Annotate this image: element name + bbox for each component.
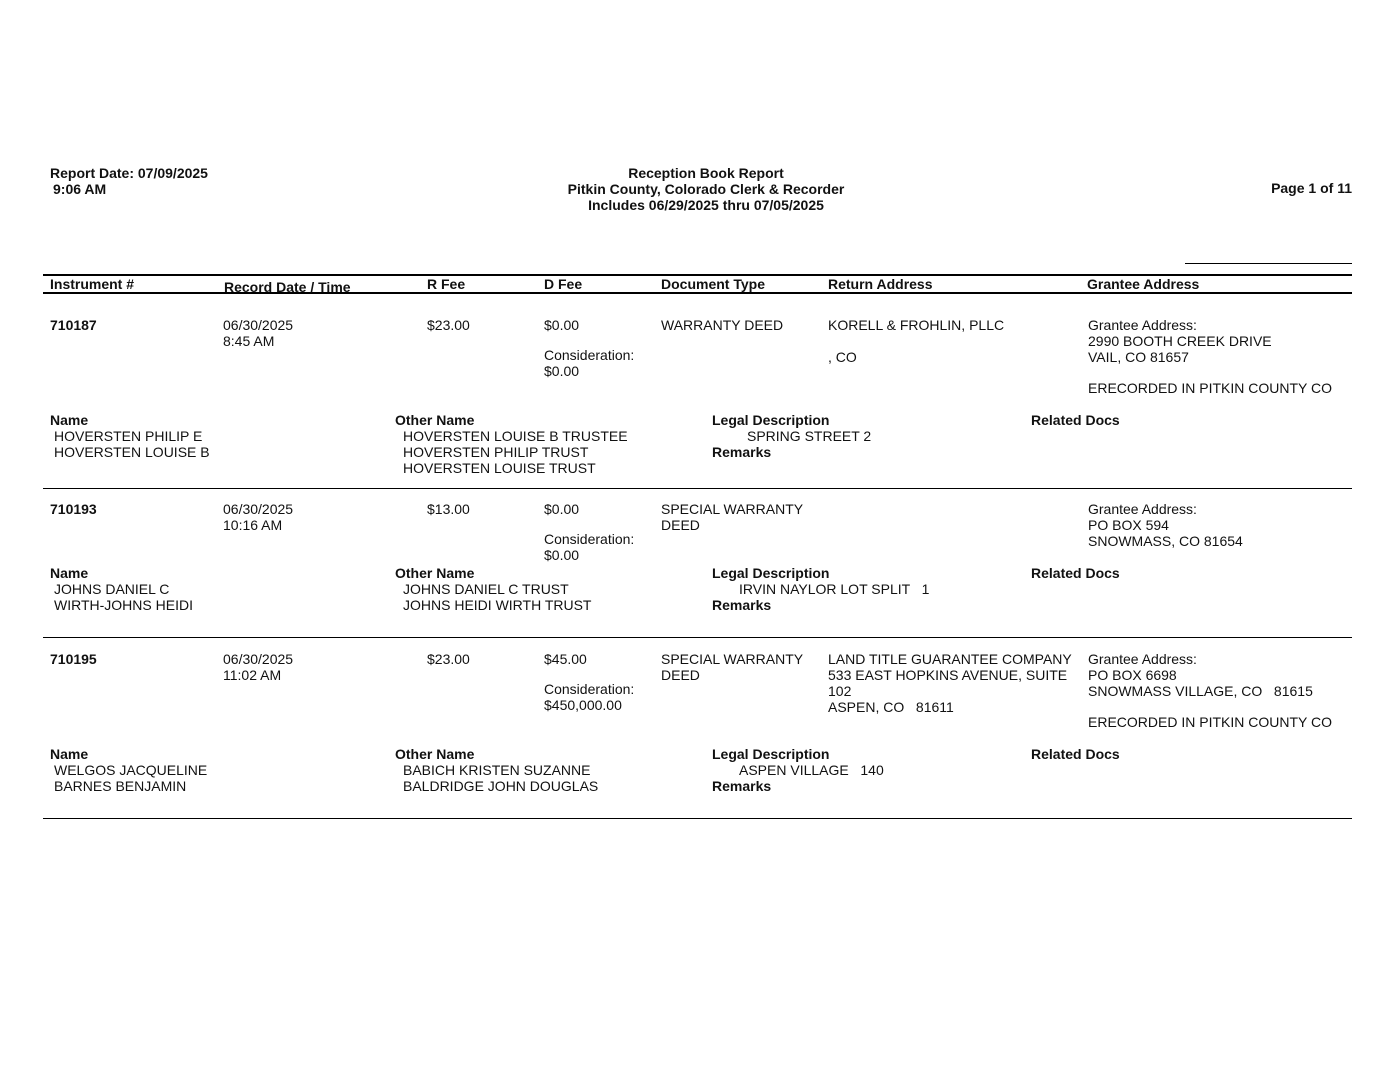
grantee-note: ERECORDED IN PITKIN COUNTY CO [1088,714,1332,730]
other-names-block [395,746,598,794]
legal-description-label: Legal Description [712,746,830,762]
name-value: WIRTH-JOHNS HEIDI [54,597,193,613]
grantee-address-line: 2990 BOOTH CREEK DRIVE [1088,333,1272,349]
consideration-value: $0.00 [544,363,580,379]
other-name-value: HOVERSTEN LOUISE B TRUSTEE [403,428,628,444]
grantee-address [1088,317,1332,396]
return-address-line: , CO [828,349,857,365]
record-divider [43,637,1352,638]
legal-description-label: Legal Description [712,565,830,581]
return-address [828,317,1004,365]
report-date: Report Date: 07/09/2025 [50,165,208,181]
col-return-address: Return Address [828,276,933,292]
consideration-label: Consideration: [544,681,635,697]
record-time: 11:02 AM [223,667,282,683]
name-value: WELGOS JACQUELINE [54,762,208,778]
record-datetime [223,651,293,683]
d-fee-block [544,651,634,713]
name-value: HOVERSTEN LOUISE B [54,444,210,460]
col-record-date: Record Date / Time [224,279,351,295]
legal-description-block [712,412,871,460]
return-address-line: LAND TITLE GUARANTEE COMPANY [828,651,1072,667]
r-fee: $23.00 [427,651,470,667]
col-d-fee: D Fee [544,276,583,292]
name-label: Name [50,412,89,428]
document-type-line: DEED [661,517,700,533]
other-names-block [395,412,628,476]
top-right-rule [1185,263,1352,264]
name-value: JOHNS DANIEL C [54,581,170,597]
col-instrument: Instrument # [50,276,135,292]
consideration-label: Consideration: [544,531,635,547]
name-value: BARNES BENJAMIN [54,778,187,794]
instrument-number: 710187 [50,317,97,333]
grantee-address-line: PO BOX 594 [1088,517,1169,533]
document-type-line: DEED [661,667,700,683]
grantee-address-label: Grantee Address: [1088,317,1197,333]
grantee-address-line: VAIL, CO 81657 [1088,349,1189,365]
consideration-value: $450,000.00 [544,697,622,713]
record-date: 06/30/2025 [223,651,294,667]
remarks-label: Remarks [712,597,772,613]
other-name-value: BALDRIDGE JOHN DOUGLAS [403,778,599,794]
name-label: Name [50,746,89,762]
r-fee: $13.00 [427,501,470,517]
grantee-address-label: Grantee Address: [1088,501,1197,517]
grantee-address [1088,501,1243,549]
names-block [50,565,193,613]
record-date: 06/30/2025 [223,317,294,333]
other-names-block [395,565,592,613]
grantee-address [1088,651,1332,730]
instrument-number: 710193 [50,501,97,517]
legal-description-block [712,565,929,613]
grantee-address-line: SNOWMASS, CO 81654 [1088,533,1243,549]
grantee-address-label: Grantee Address: [1088,651,1197,667]
col-grantee-address: Grantee Address [1087,276,1200,292]
record-divider [43,818,1352,819]
consideration-label: Consideration: [544,347,635,363]
document-type [661,651,803,683]
related-docs-label: Related Docs [1031,412,1120,428]
d-fee: $0.00 [544,501,580,517]
document-type-line: SPECIAL WARRANTY [661,501,804,517]
instrument-number: 710195 [50,651,97,667]
other-name-label: Other Name [395,412,475,428]
grantee-address-line: SNOWMASS VILLAGE, CO 81615 [1088,683,1313,699]
other-name-value: BABICH KRISTEN SUZANNE [403,762,591,778]
report-county: Pitkin County, Colorado Clerk & Recorder [567,181,845,197]
return-address-line: KORELL & FROHLIN, PLLC [828,317,1005,333]
document-type [661,501,803,533]
remarks-label: Remarks [712,444,772,460]
d-fee-block [544,501,634,563]
other-name-label: Other Name [395,746,475,762]
other-name-label: Other Name [395,565,475,581]
document-type-line: SPECIAL WARRANTY [661,651,804,667]
record-datetime [223,317,293,349]
page-number: Page 1 of 11 [1271,180,1352,196]
report-range: Includes 06/29/2025 thru 07/05/2025 [588,197,824,213]
other-name-value: JOHNS HEIDI WIRTH TRUST [403,597,592,613]
record-divider [43,488,1352,489]
names-block [50,412,210,460]
report-title: Reception Book Report [628,165,784,181]
record-date: 06/30/2025 [223,501,294,517]
return-address [828,651,1072,715]
d-fee: $45.00 [544,651,587,667]
legal-description-value: SPRING STREET 2 [747,428,872,444]
remarks-label: Remarks [712,778,772,794]
record-time: 10:16 AM [223,517,283,533]
record-datetime [223,501,293,533]
other-name-value: JOHNS DANIEL C TRUST [403,581,569,597]
name-value: HOVERSTEN PHILIP E [54,428,203,444]
legal-description-block [712,746,884,794]
col-document-type: Document Type [661,276,765,292]
return-address-line: 102 [828,683,852,699]
d-fee: $0.00 [544,317,580,333]
record-time: 8:45 AM [223,333,275,349]
legal-description-label: Legal Description [712,412,830,428]
document-type: WARRANTY DEED [661,317,784,333]
consideration-value: $0.00 [544,547,580,563]
r-fee: $23.00 [427,317,470,333]
d-fee-block [544,317,634,379]
return-address-line: 533 EAST HOPKINS AVENUE, SUITE [828,667,1068,683]
col-r-fee: R Fee [427,276,466,292]
legal-description-value: ASPEN VILLAGE 140 [739,762,884,778]
other-name-value: HOVERSTEN PHILIP TRUST [403,444,589,460]
legal-description-value: IRVIN NAYLOR LOT SPLIT 1 [739,581,930,597]
grantee-address-line: PO BOX 6698 [1088,667,1177,683]
related-docs-label: Related Docs [1031,565,1120,581]
name-label: Name [50,565,89,581]
related-docs-label: Related Docs [1031,746,1120,762]
other-name-value: HOVERSTEN LOUISE TRUST [403,460,596,476]
report-time: 9:06 AM [53,181,107,197]
grantee-note: ERECORDED IN PITKIN COUNTY CO [1088,380,1332,396]
names-block [50,746,207,794]
return-address-line: ASPEN, CO 81611 [828,699,954,715]
